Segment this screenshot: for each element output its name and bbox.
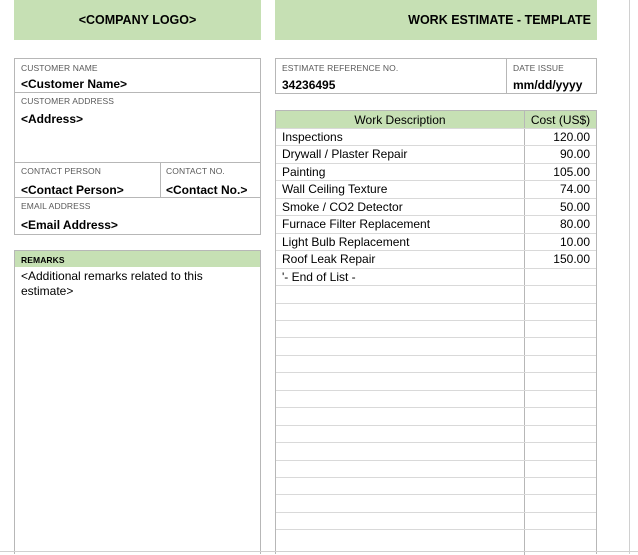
row-description: Drywall / Plaster Repair xyxy=(282,147,408,162)
row-cost: 150.00 xyxy=(553,252,590,267)
row-cost: 90.00 xyxy=(559,147,590,162)
customer-name-field[interactable]: <Customer Name> xyxy=(21,77,128,91)
row-cost: 74.00 xyxy=(559,182,590,197)
contact-no-field[interactable]: <Contact No.> xyxy=(166,183,248,197)
document-title: WORK ESTIMATE - TEMPLATE xyxy=(275,0,597,40)
table-row[interactable] xyxy=(276,477,596,495)
row-cost: 50.00 xyxy=(559,199,590,214)
row-cost: 80.00 xyxy=(559,217,590,232)
row-description: Roof Leak Repair xyxy=(282,252,376,267)
estimate-ref-field[interactable]: 34236495 xyxy=(282,78,336,92)
row-cost: 10.00 xyxy=(559,234,590,249)
table-row[interactable] xyxy=(276,198,596,216)
row-cost: 105.00 xyxy=(553,164,590,179)
remarks-label: REMARKS xyxy=(15,251,260,267)
table-row[interactable] xyxy=(276,355,596,373)
table-row[interactable] xyxy=(276,303,596,321)
estimate-ref-label: ESTIMATE REFERENCE NO. xyxy=(282,63,399,73)
date-issue-label: DATE ISSUE xyxy=(513,63,564,73)
table-row[interactable] xyxy=(276,285,596,303)
table-row[interactable] xyxy=(276,145,596,163)
sheet-edge-right xyxy=(629,0,630,554)
table-row[interactable] xyxy=(276,180,596,198)
table-row[interactable] xyxy=(276,529,596,547)
estimate-info-box xyxy=(275,58,597,94)
sheet-edge-bottom xyxy=(0,551,638,552)
date-issue-field[interactable]: mm/dd/yyyy xyxy=(513,78,583,92)
table-row[interactable] xyxy=(276,390,596,408)
row-description: Furnace Filter Replacement xyxy=(282,217,431,232)
table-row[interactable] xyxy=(276,512,596,530)
table-header xyxy=(276,111,596,128)
table-row[interactable] xyxy=(276,163,596,181)
remarks-box xyxy=(14,250,261,554)
work-table xyxy=(275,110,597,554)
table-row[interactable] xyxy=(276,215,596,233)
col-cost: Cost (US$) xyxy=(530,113,591,127)
company-logo: <COMPANY LOGO> xyxy=(14,0,261,40)
customer-name-label: CUSTOMER NAME xyxy=(21,63,98,73)
contact-person-label: CONTACT PERSON xyxy=(21,166,101,176)
table-row[interactable] xyxy=(276,268,596,286)
customer-info-box xyxy=(14,58,261,235)
table-row[interactable] xyxy=(276,233,596,251)
table-row[interactable] xyxy=(276,425,596,443)
customer-address-field[interactable]: <Address> xyxy=(21,112,84,126)
table-row[interactable] xyxy=(276,460,596,478)
col-work-description: Work Description xyxy=(354,113,446,127)
table-row[interactable] xyxy=(276,250,596,268)
row-description: Inspections xyxy=(282,130,343,144)
contact-no-label: CONTACT NO. xyxy=(166,166,225,176)
row-description: Smoke / CO2 Detector xyxy=(282,199,403,214)
email-address-label: EMAIL ADDRESS xyxy=(21,201,91,211)
row-description: '- End of List - xyxy=(282,269,356,284)
email-address-field[interactable]: <Email Address> xyxy=(21,218,118,232)
row-description: Light Bulb Replacement xyxy=(282,234,410,249)
table-row[interactable] xyxy=(276,407,596,425)
table-row[interactable] xyxy=(276,372,596,390)
customer-address-label: CUSTOMER ADDRESS xyxy=(21,96,115,106)
row-cost: 120.00 xyxy=(553,130,590,144)
row-description: Wall Ceiling Texture xyxy=(282,182,388,197)
row-description: Painting xyxy=(282,164,326,179)
table-row[interactable] xyxy=(276,337,596,355)
table-row[interactable] xyxy=(276,442,596,460)
remarks-text[interactable]: <Additional remarks related to this estimate> xyxy=(21,269,203,298)
table-row[interactable] xyxy=(276,320,596,338)
table-row[interactable] xyxy=(276,128,596,146)
contact-person-field[interactable]: <Contact Person> xyxy=(21,183,124,197)
table-row[interactable] xyxy=(276,494,596,512)
